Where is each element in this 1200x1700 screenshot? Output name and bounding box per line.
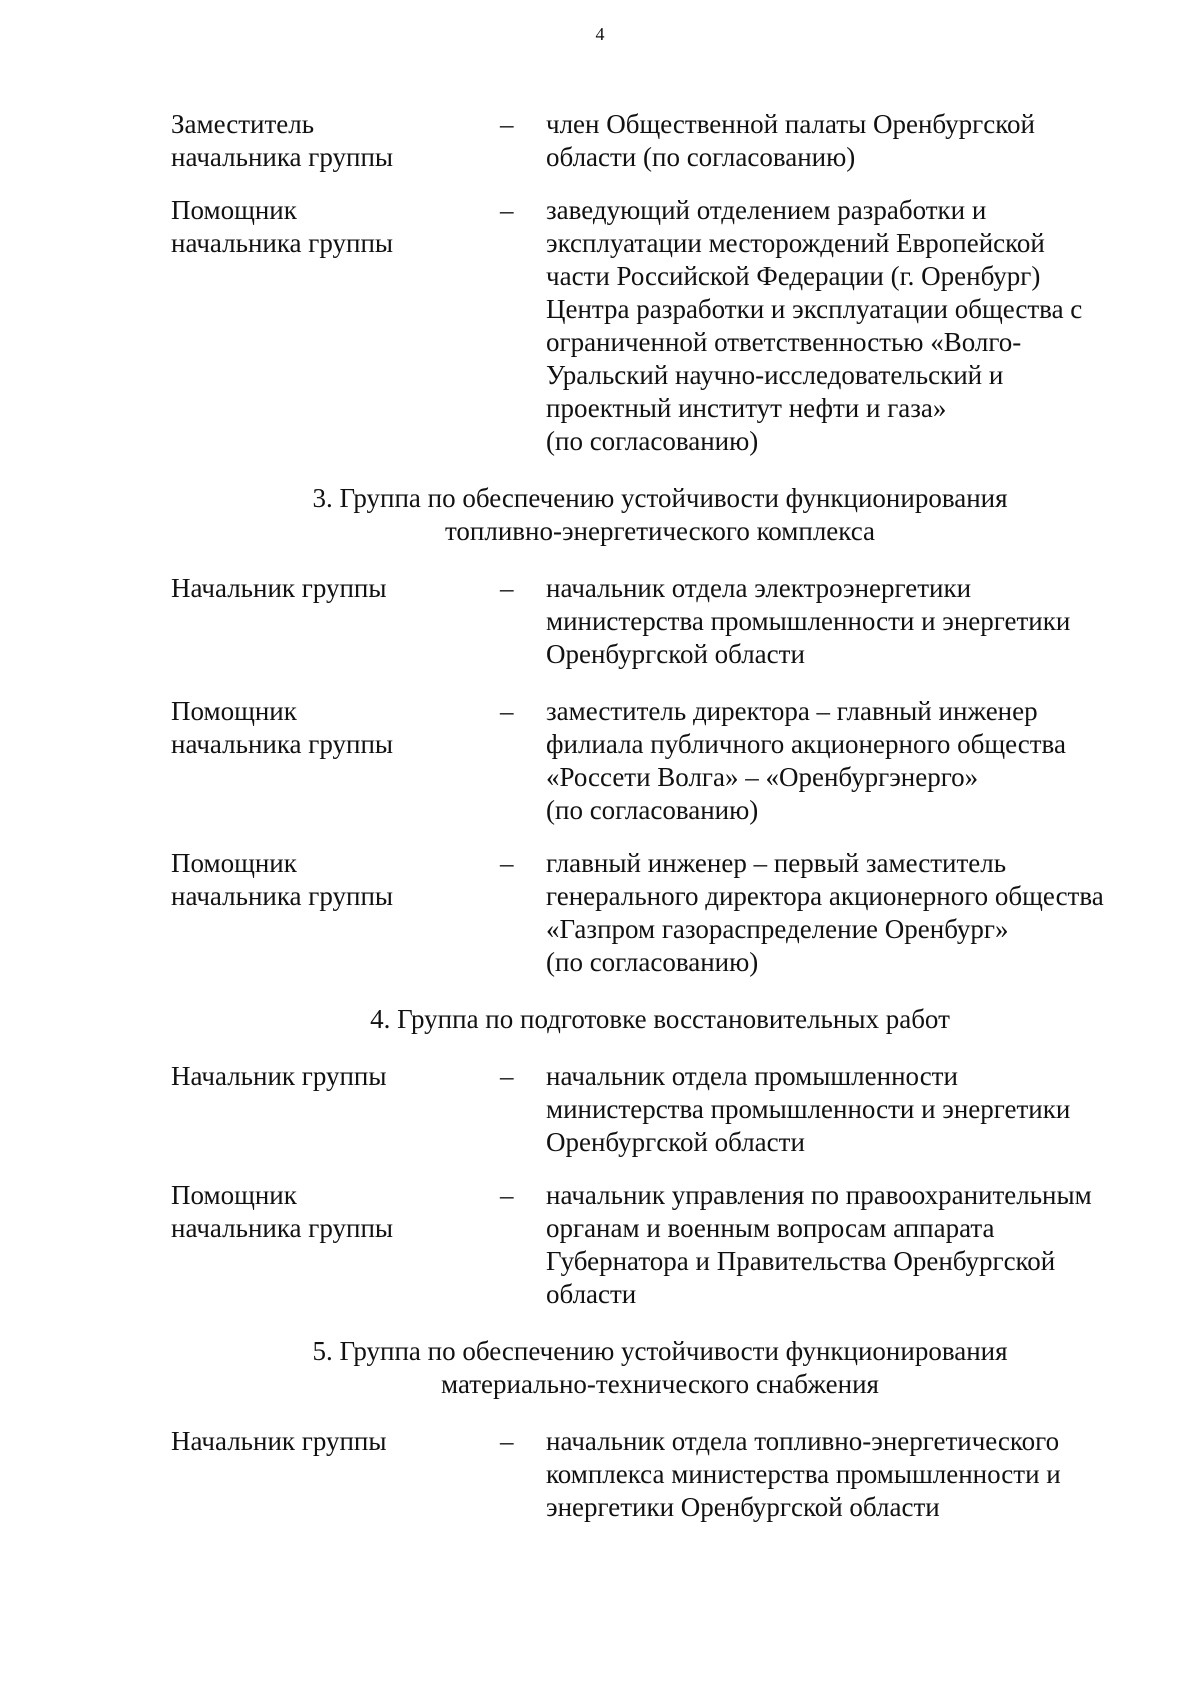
- position-description: [546, 108, 1166, 174]
- dash-separator: –: [500, 848, 514, 878]
- role-title: [171, 108, 471, 174]
- position-description: [546, 572, 1166, 671]
- description-line: части Российской Федерации (г. Оренбург): [546, 261, 1041, 291]
- description-line: (по согласованию): [546, 426, 759, 456]
- role-line: Помощник: [171, 848, 297, 878]
- description-line: начальник отдела топливно-энергетического: [546, 1426, 1060, 1456]
- role-line: Помощник: [171, 696, 297, 726]
- description-line: начальник отдела промышленности: [546, 1061, 958, 1091]
- description-line: ограниченной ответственностью «Волго-: [546, 327, 1022, 357]
- description-line: (по согласованию): [546, 947, 759, 977]
- role-line: Помощник: [171, 195, 297, 225]
- description-line: области: [546, 1279, 637, 1309]
- description-line: министерства промышленности и энергетики: [546, 1094, 1071, 1124]
- role-line: начальника группы: [171, 142, 394, 172]
- dash-separator: –: [500, 1061, 514, 1091]
- dash-separator: –: [500, 1180, 514, 1210]
- position-description: [546, 1425, 1166, 1524]
- description-line: «Россети Волга» – «Оренбургэнерго»: [546, 762, 979, 792]
- section-heading: [215, 1003, 1105, 1036]
- role-line: начальника группы: [171, 1213, 394, 1243]
- dash-separator: –: [500, 573, 514, 603]
- description-line: энергетики Оренбургской области: [546, 1492, 940, 1522]
- description-line: филиала публичного акционерного общества: [546, 729, 1066, 759]
- description-line: органам и военным вопросам аппарата: [546, 1213, 995, 1243]
- description-line: заведующий отделением разработки и: [546, 195, 987, 225]
- heading-line: 4. Группа по подготовке восстановительных работ: [370, 1004, 950, 1034]
- heading-line: топливно-энергетического комплекса: [444, 516, 876, 546]
- role-line: начальника группы: [171, 729, 394, 759]
- member-entry: [0, 1060, 1200, 1159]
- description-line: Уральский научно-исследовательский и: [546, 360, 1004, 390]
- role-line: Начальник группы: [171, 573, 387, 603]
- description-line: области (по согласованию): [546, 142, 856, 172]
- role-title: [171, 1179, 471, 1245]
- description-line: «Газпром газораспределение Оренбург»: [546, 914, 1009, 944]
- role-title: [171, 572, 471, 605]
- description-line: проектный институт нефти и газа»: [546, 393, 947, 423]
- description-line: Оренбургской области: [546, 1127, 805, 1157]
- position-description: [546, 695, 1166, 827]
- member-entry: [0, 695, 1200, 827]
- member-entry: [0, 572, 1200, 671]
- role-title: [171, 1060, 471, 1093]
- description-line: Губернатора и Правительства Оренбургской: [546, 1246, 1056, 1276]
- description-line: комплекса министерства промышленности и: [546, 1459, 1061, 1489]
- role-title: [171, 1425, 471, 1458]
- description-line: эксплуатации месторождений Европейской: [546, 228, 1045, 258]
- description-line: Оренбургской области: [546, 639, 805, 669]
- description-line: Центра разработки и эксплуатации общества с: [546, 294, 1083, 324]
- role-line: Заместитель: [171, 109, 315, 139]
- description-line: министерства промышленности и энергетики: [546, 606, 1071, 636]
- description-line: заместитель директора – главный инженер: [546, 696, 1038, 726]
- member-entry: [0, 847, 1200, 979]
- member-entry: [0, 1425, 1200, 1524]
- member-entry: [0, 1179, 1200, 1311]
- description-line: начальник управления по правоохранительным: [546, 1180, 1092, 1210]
- position-description: [546, 1179, 1166, 1311]
- role-line: начальника группы: [171, 228, 394, 258]
- section-heading: [215, 1335, 1105, 1401]
- description-line: начальник отдела электроэнергетики: [546, 573, 972, 603]
- dash-separator: –: [500, 195, 514, 225]
- page-number: 4: [595, 24, 605, 44]
- dash-separator: –: [500, 1426, 514, 1456]
- heading-line: материально-технического снабжения: [441, 1369, 879, 1399]
- description-line: член Общественной палаты Оренбургской: [546, 109, 1035, 139]
- description-line: главный инженер – первый заместитель: [546, 848, 1007, 878]
- position-description: [546, 847, 1166, 979]
- dash-separator: –: [500, 109, 514, 139]
- document-body: [0, 108, 1200, 1524]
- position-description: [546, 194, 1166, 458]
- description-line: генерального директора акционерного общества: [546, 881, 1104, 911]
- section-heading: [215, 482, 1105, 548]
- position-description: [546, 1060, 1166, 1159]
- role-title: [171, 194, 471, 260]
- role-title: [171, 695, 471, 761]
- role-line: Начальник группы: [171, 1061, 387, 1091]
- role-line: Начальник группы: [171, 1426, 387, 1456]
- dash-separator: –: [500, 696, 514, 726]
- description-line: (по согласованию): [546, 795, 759, 825]
- member-entry: [0, 108, 1200, 174]
- role-line: Помощник: [171, 1180, 297, 1210]
- heading-line: 3. Группа по обеспечению устойчивости функционирования: [312, 483, 1008, 513]
- member-entry: [0, 194, 1200, 458]
- role-line: начальника группы: [171, 881, 394, 911]
- role-title: [171, 847, 471, 913]
- heading-line: 5. Группа по обеспечению устойчивости функционирования: [312, 1336, 1008, 1366]
